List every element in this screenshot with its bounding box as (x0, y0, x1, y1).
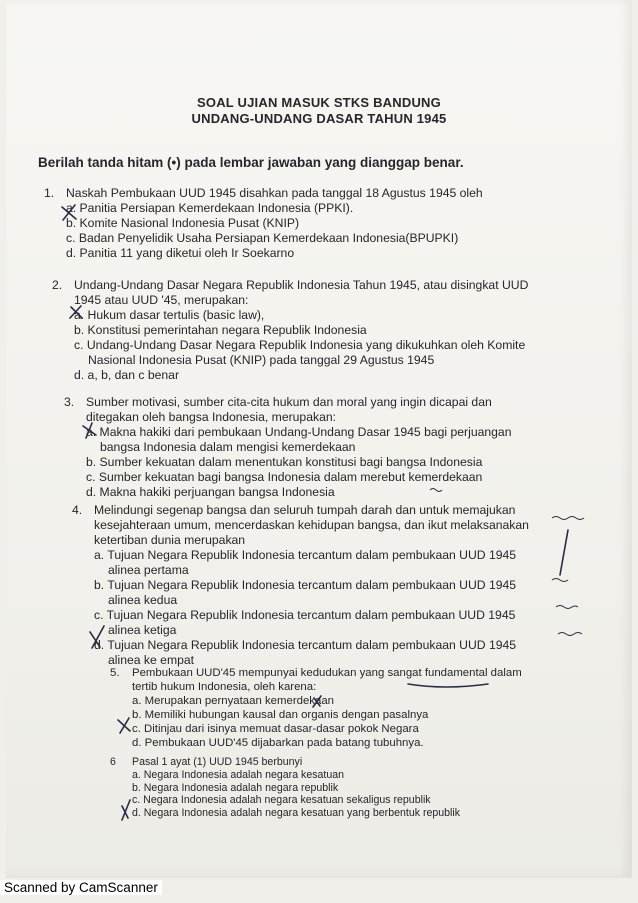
cross-mark-icon (118, 718, 130, 733)
question-stem: Pembukaan UUD'45 mempunyai kedudukan yang sangat fundamental dalam tertib hukum Indonesia, oleh karena: (132, 667, 522, 693)
bracket-stroke (560, 530, 568, 575)
underline-stroke (408, 684, 488, 687)
cross-mark-icon (70, 306, 82, 318)
option-d: d. Tujuan Negara Republik Indonesia tercantum dalam pembukaan UUD 1945 alinea ke empat (94, 638, 517, 667)
scribble-note-icon (558, 633, 582, 636)
option-a: a. Tujuan Negara Republik Indonesia tercantum dalam pembukaan UUD 1945 alinea pertama (94, 548, 517, 577)
option-b: b. Konstitusi pemerintahan negara Republik Indonesia (74, 323, 367, 337)
scribble-note-icon (556, 606, 578, 609)
instruction: Berilah tanda hitam (•) pada lembar jawaban yang dianggap benar. (38, 155, 464, 170)
question-number: 5. (110, 667, 120, 679)
question-stem: Melindungi segenap bangsa dan seluruh tumpah darah dan untuk memajukan kesejahteraan umum, mencerdaskan kehidupan bangsa, dan ikut melaksanakan ketertiban dunia merupakan (94, 503, 529, 547)
option-c: c. Badan Penyelidik Usaha Persiapan Kemerdekaan Indonesia(BPUPKI) (66, 231, 459, 245)
option-a: a. Negara Indonesia adalah negara kesatuan (132, 768, 345, 781)
question-number: 1. (44, 186, 55, 200)
cross-mark-icon (83, 423, 96, 438)
check-mark-icon (122, 800, 130, 820)
exam-subtitle: UNDANG-UNDANG DASAR TAHUN 1945 (191, 111, 447, 126)
question-stem: Naskah Pembukaan UUD 1945 disahkan pada tanggal 18 Agustus 1945 oleh (66, 186, 483, 200)
check-mark-icon (90, 626, 104, 648)
scribble-note-icon (430, 489, 442, 492)
scanner-watermark: Scanned by CamScanner (0, 880, 162, 895)
question-stem: Undang-Undang Dasar Negara Republik Indonesia Tahun 1945, atau disingkat UUD 1945 atau UUD '45, merupakan: (74, 278, 529, 307)
option-c: c. Sumber kekuatan bagi bangsa Indonesia dalam merebut kemerdekaan (86, 470, 483, 484)
option-b: b. Sumber kekuatan dalam menentukan konstitusi bagi bangsa Indonesia (86, 455, 483, 469)
option-a: a. Hukum dasar tertulis (basic law), (74, 308, 265, 322)
question-number: 6 (110, 756, 116, 768)
question-stem: Sumber motivasi, sumber cita-cita hukum dan moral yang ingin dicapai dan ditegakan oleh bangsa Indonesia, merupakan: (86, 395, 492, 424)
scribble-note-icon (552, 517, 584, 520)
cross-mark-icon (62, 205, 76, 220)
option-c: c. Ditinjau dari isinya memuat dasar-dasar pokok Negara (132, 723, 419, 735)
option-c: c. Undang-Undang Dasar Negara Republik Indonesia yang dikukuhkan oleh Komite Nasional Indonesia Pusat (KNIP) pada tanggal 29 Agustus 1945 (74, 338, 526, 367)
option-b: b. Negara Indonesia adalah negara republik (132, 781, 339, 794)
option-a: a. Panitia Persiapan Kemerdekaan Indonesia (PPKI). (66, 201, 354, 215)
option-c: c. Tujuan Negara Republik Indonesia tercantum dalam pembukaan UUD 1945 alinea ketiga (94, 608, 516, 637)
option-d: d. Negara Indonesia adalah negara kesatuan yang berbentuk republik (132, 807, 461, 820)
question-number: 2. (52, 278, 63, 292)
option-b: b. Komite Nasional Indonesia Pusat (KNIP) (66, 216, 300, 230)
option-d: d. a, b, dan c benar (74, 368, 180, 382)
option-d: d. Pembukaan UUD'45 dijabarkan pada batang tubuhnya. (132, 737, 424, 749)
option-a: a. Merupakan pernyataan kemerdekaan (132, 695, 334, 707)
option-b: b. Tujuan Negara Republik Indonesia tercantum dalam pembukaan UUD 1945 alinea kedua (94, 578, 517, 607)
option-d: d. Makna hakiki perjuangan bangsa Indonesia (86, 485, 335, 499)
option-c: c. Negara Indonesia adalah negara kesatuan sekaligus republik (132, 794, 431, 807)
question-number: 3. (64, 395, 75, 409)
option-b: b. Memiliki hubungan kausal dan organis dengan pasalnya (132, 709, 429, 721)
option-a: a. Makna hakiki dari pembukaan Undang-Undang Dasar 1945 bagi perjuangan bangsa Indonesia dalam mengisi kemerdekaan (86, 425, 512, 454)
scribble-note-icon (552, 579, 568, 582)
cross-mark-icon (313, 696, 321, 707)
question-stem: Pasal 1 ayat (1) UUD 1945 berbunyi (132, 756, 303, 768)
exam-title: SOAL UJIAN MASUK STKS BANDUNG (197, 95, 441, 110)
option-d: d. Panitia 11 yang diketui oleh Ir Soekarno (66, 246, 295, 260)
question-number: 4. (72, 503, 83, 517)
